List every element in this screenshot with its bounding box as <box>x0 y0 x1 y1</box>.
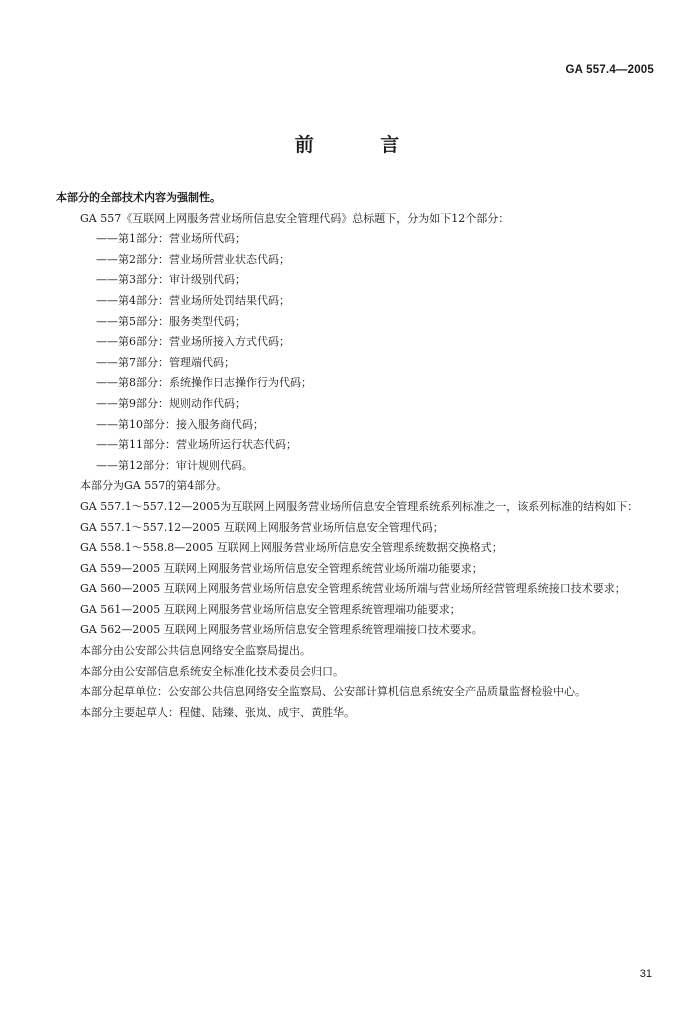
standard-ref-558: GA 558.1～558.8—2005 互联网上网服务营业场所信息安全管理系统数据交换格式； <box>80 541 503 555</box>
paragraph-drafting-unit: 本部分起草单位：公安部公共信息网络安全监察局、公安部计算机信息系统安全产品质量监督检验中心。 <box>80 685 586 699</box>
paragraph-part-number: 本部分为GA 557的第4部分。 <box>80 479 228 493</box>
standard-ref-557: GA 557.1～557.12—2005 互联网上网服务营业场所信息安全管理代码； <box>80 520 444 534</box>
list-item-part-7: ——第7部分：管理端代码； <box>96 355 235 369</box>
list-item-part-1: ——第1部分：营业场所代码； <box>96 232 246 246</box>
list-item-part-6: ——第6部分：营业场所接入方式代码； <box>96 335 290 349</box>
list-item-part-9: ——第9部分：规则动作代码； <box>96 396 246 410</box>
paragraph-proposer: 本部分由公安部公共信息网络安全监察局提出。 <box>80 644 311 658</box>
document-body <box>56 188 650 723</box>
page-number: 31 <box>639 968 652 980</box>
paragraph-mandatory: 本部分的全部技术内容为强制性。 <box>56 191 221 204</box>
paragraph-drafters: 本部分主要起草人：程健、陆臻、张岚、成宇、黄胜华。 <box>80 705 355 719</box>
standard-ref-562: GA 562—2005 互联网上网服务营业场所信息安全管理系统管理端接口技术要求。 <box>80 623 483 637</box>
list-item-part-12: ——第12部分：审计规则代码。 <box>96 458 253 472</box>
list-item-part-5: ——第5部分：服务类型代码； <box>96 314 246 328</box>
standard-ref-560: GA 560—2005 互联网上网服务营业场所信息安全管理系统营业场所端与营业场所经营管理系统接口技术要求； <box>80 582 626 596</box>
list-item-part-4: ——第4部分：营业场所处罚结果代码； <box>96 293 290 307</box>
list-item-part-10: ——第10部分：接入服务商代码； <box>96 417 264 431</box>
list-item-part-3: ——第3部分：审计级别代码； <box>96 273 246 287</box>
list-item-part-11: ——第11部分：营业场所运行状态代码； <box>96 438 297 452</box>
page-title: 前 言 <box>294 134 430 156</box>
paragraph-series-structure: GA 557.1～557.12—2005为互联网上网服务营业场所信息安全管理系统系列标准之一，该系列标准的结构如下： <box>80 499 639 513</box>
standard-ref-561: GA 561—2005 互联网上网服务营业场所信息安全管理系统管理端功能要求； <box>80 602 461 616</box>
paragraph-centralized: 本部分由公安部信息系统安全标准化技术委员会归口。 <box>80 664 344 678</box>
list-item-part-8: ——第8部分：系统操作日志操作行为代码； <box>96 376 312 390</box>
paragraph-series-intro: GA 557《互联网上网服务营业场所信息安全管理代码》总标题下，分为如下12个部分： <box>80 211 510 225</box>
list-item-part-2: ——第2部分：营业场所营业状态代码； <box>96 252 290 266</box>
standard-code: GA 557.4—2005 <box>565 64 654 76</box>
standard-ref-559: GA 559—2005 互联网上网服务营业场所信息安全管理系统营业场所端功能要求； <box>80 561 483 575</box>
